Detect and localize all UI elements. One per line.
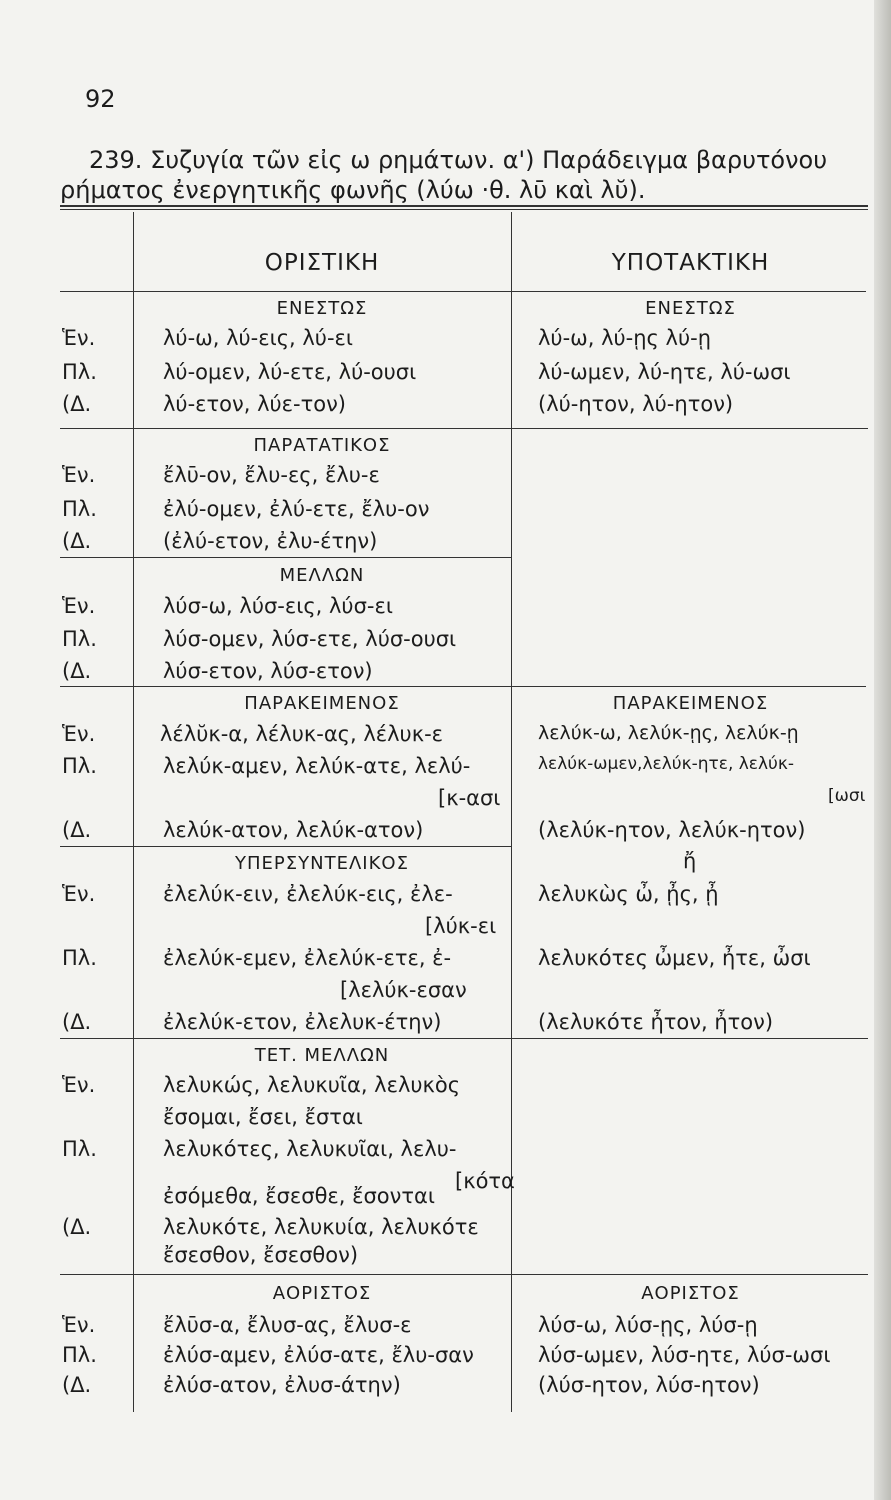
aorist-ind-plur: ἐλύσ-αμεν, ἐλύσ-ατε, ἔλυ-σαν — [163, 1343, 474, 1367]
future-ind-sing: λύσ-ω, λύσ-εις, λύσ-ει — [163, 594, 393, 618]
label-plural: Πλ. — [62, 360, 97, 384]
label-dual: (Δ. — [62, 1373, 92, 1397]
present-subj-dual: (λύ-ητον, λύ-ητον) — [538, 392, 734, 416]
perfect-ind-plur: λελύκ-αμεν, λελύκ-ατε, λελύ- — [163, 754, 471, 778]
imperfect-title: ΠΑΡΑΤΑΤΙΚΟΣ — [253, 435, 391, 456]
future-ind-dual: λύσ-ετον, λύσ-ετον) — [163, 659, 373, 683]
indicative-header: ΟΡΙΣΤΙΚΗ — [264, 250, 380, 276]
row-rule — [60, 686, 866, 687]
row-rule — [60, 1038, 868, 1039]
label-dual: (Δ. — [62, 818, 92, 842]
future-perfect-dual-1: λελυκότε, λελυκυία, λελυκότε — [163, 1215, 479, 1239]
pluperfect-ind-dual: ἐλελύκ-ετον, ἐλελυκ-έτην) — [163, 1010, 442, 1034]
pluperfect-title: ΥΠΕΡΣΥΝΤΕΛΙΚΟΣ — [235, 853, 409, 874]
imperfect-ind-sing: ἔλῡ-ον, ἔλυ-ες, ἔλυ-ε — [163, 463, 380, 487]
label-plural: Πλ. — [62, 946, 97, 970]
future-perfect-plur-cont: [κότα — [455, 1169, 515, 1193]
label-plural: Πλ. — [62, 627, 97, 651]
future-perfect-sing-1: λελυκώς, λελυκυῖα, λελυκὸς — [163, 1073, 461, 1097]
aorist-subj-plur: λύσ-ωμεν, λύσ-ητε, λύσ-ωσι — [538, 1343, 831, 1367]
header-bottom-rule — [60, 291, 866, 292]
imperfect-ind-dual: (ἐλύ-ετον, ἐλυ-έτην) — [163, 529, 378, 553]
page-edge-shadow — [874, 0, 891, 1500]
label-singular: Ἑν. — [62, 594, 96, 618]
future-title: ΜΕΛΛΩΝ — [279, 565, 365, 586]
label-dual: (Δ. — [62, 529, 92, 553]
intro-line-2: ρήματος ἐνεργητικῆς φωνῆς (λύω ·θ. λῡ καὶ λῠ). — [60, 176, 646, 204]
label-dual: (Δ. — [62, 1010, 92, 1034]
label-dual: (Δ. — [62, 659, 92, 683]
perfect-subj-alt-sing: λελυκὼς ὦ, ᾖς, ᾖ — [538, 882, 719, 906]
label-singular: Ἑν. — [62, 882, 96, 906]
pluperfect-ind-sing: ἐλελύκ-ειν, ἐλελύκ-εις, ἐλε- — [163, 882, 453, 906]
label-singular: Ἑν. — [62, 326, 96, 350]
perfect-ind-plur-cont: [κ-ασι — [438, 786, 501, 810]
perfect-subj-alt-plur: λελυκότες ὦμεν, ἦτε, ὦσι — [538, 946, 811, 970]
present-subj-sing: λύ-ω, λύ-ῃς λύ-ῃ — [538, 326, 712, 350]
future-ind-plur: λύσ-ομεν, λύσ-ετε, λύσ-ουσι — [163, 627, 457, 651]
pluperfect-ind-sing-cont: [λύκ-ει — [425, 914, 497, 938]
table-top-rule — [60, 205, 868, 207]
aorist-ind-sing: ἔλῡσ-α, ἔλυσ-ας, ἔλυσ-ε — [163, 1313, 412, 1337]
label-plural: Πλ. — [62, 1343, 97, 1367]
label-singular: Ἑν. — [62, 1073, 96, 1097]
present-ind-sing: λύ-ω, λύ-εις, λύ-ει — [163, 326, 353, 350]
future-perfect-plur-2: ἐσόμεθα, ἔσεσθε, ἔσονται — [163, 1184, 435, 1208]
perfect-ind-dual: λελύκ-ατον, λελύκ-ατον) — [163, 818, 424, 842]
pluperfect-ind-plur: ἐλελύκ-εμεν, ἐλελύκ-ετε, ἐ- — [163, 946, 452, 970]
perfect-subj-sing: λελύκ-ω, λελύκ-ῃς, λελύκ-ῃ — [538, 722, 799, 744]
row-rule — [60, 428, 868, 429]
aorist-ind-dual: ἐλύσ-ατον, ἐλυσ-άτην) — [163, 1373, 401, 1397]
label-plural: Πλ. — [62, 497, 97, 521]
present-subj-title: ΕΝΕΣΤΩΣ — [645, 298, 736, 319]
perfect-title: ΠΑΡΑΚΕΙΜΕΝΟΣ — [244, 693, 400, 714]
perfect-subj-plur: λελύκ-ωμεν,λελύκ-ητε, λελύκ- — [538, 754, 795, 774]
or-word: ἤ — [683, 849, 697, 873]
subjunctive-header: ΥΠΟΤΑΚΤΙΚΗ — [611, 250, 770, 276]
present-title: ΕΝΕΣΤΩΣ — [276, 298, 368, 319]
future-perfect-sing-2: ἔσομαι, ἔσει, ἔσται — [163, 1105, 363, 1129]
label-singular: Ἑν. — [62, 463, 96, 487]
imperfect-ind-plur: ἐλύ-ομεν, ἐλύ-ετε, ἔλυ-ον — [163, 497, 430, 521]
section-intro — [60, 145, 890, 205]
pluperfect-ind-plur-cont: [λελύκ-εσαν — [340, 978, 467, 1002]
label-plural: Πλ. — [62, 1137, 97, 1161]
aorist-title: ΑΟΡΙΣΤΟΣ — [272, 1283, 372, 1304]
page-number: 92 — [85, 85, 116, 113]
label-singular: Ἑν. — [62, 722, 96, 746]
row-rule — [60, 557, 511, 558]
table-top-rule-2 — [60, 209, 868, 210]
present-subj-plur: λύ-ωμεν, λύ-ητε, λύ-ωσι — [538, 360, 791, 384]
future-perfect-plur-1: λελυκότες, λελυκυῖαι, λελυ- — [163, 1137, 457, 1161]
future-perfect-title: ΤΕΤ. ΜΕΛΛΩΝ — [254, 1045, 390, 1066]
label-dual: (Δ. — [62, 392, 92, 416]
perfect-subj-alt-dual: (λελυκότε ἦτον, ἦτον) — [538, 1010, 774, 1034]
perfect-subj-dual: (λελύκ-ητον, λελύκ-ητον) — [538, 818, 806, 842]
aorist-subj-title: ΑΟΡΙΣΤΟΣ — [641, 1283, 740, 1304]
aorist-subj-sing: λύσ-ω, λύσ-ῃς, λύσ-ῃ — [538, 1313, 758, 1337]
label-singular: Ἑν. — [62, 1313, 96, 1337]
perfect-subj-plur-cont: [ωσι — [828, 786, 866, 806]
perfect-ind-sing: λέλῠκ-α, λέλυκ-ας, λέλυκ-ε — [160, 722, 443, 746]
present-ind-plur: λύ-ομεν, λύ-ετε, λύ-ουσι — [163, 360, 417, 384]
label-column-rule — [133, 212, 134, 1412]
label-plural: Πλ. — [62, 754, 97, 778]
label-dual: (Δ. — [62, 1215, 92, 1239]
row-rule — [60, 1274, 868, 1275]
intro-line-1: 239. Συζυγία τῶν εἰς ω ρημάτων. α') Παράδειγμα βαρυτόνου — [89, 146, 828, 174]
perfect-subj-title: ΠΑΡΑΚΕΙΜΕΝΟΣ — [612, 693, 769, 714]
mood-column-rule — [511, 212, 512, 1412]
present-ind-dual: λύ-ετον, λύε-τον) — [163, 392, 347, 416]
future-perfect-dual-2: ἔσεσθον, ἔσεσθον) — [163, 1243, 359, 1267]
aorist-subj-dual: (λύσ-ητον, λύσ-ητον) — [538, 1373, 760, 1397]
row-rule — [60, 846, 511, 847]
